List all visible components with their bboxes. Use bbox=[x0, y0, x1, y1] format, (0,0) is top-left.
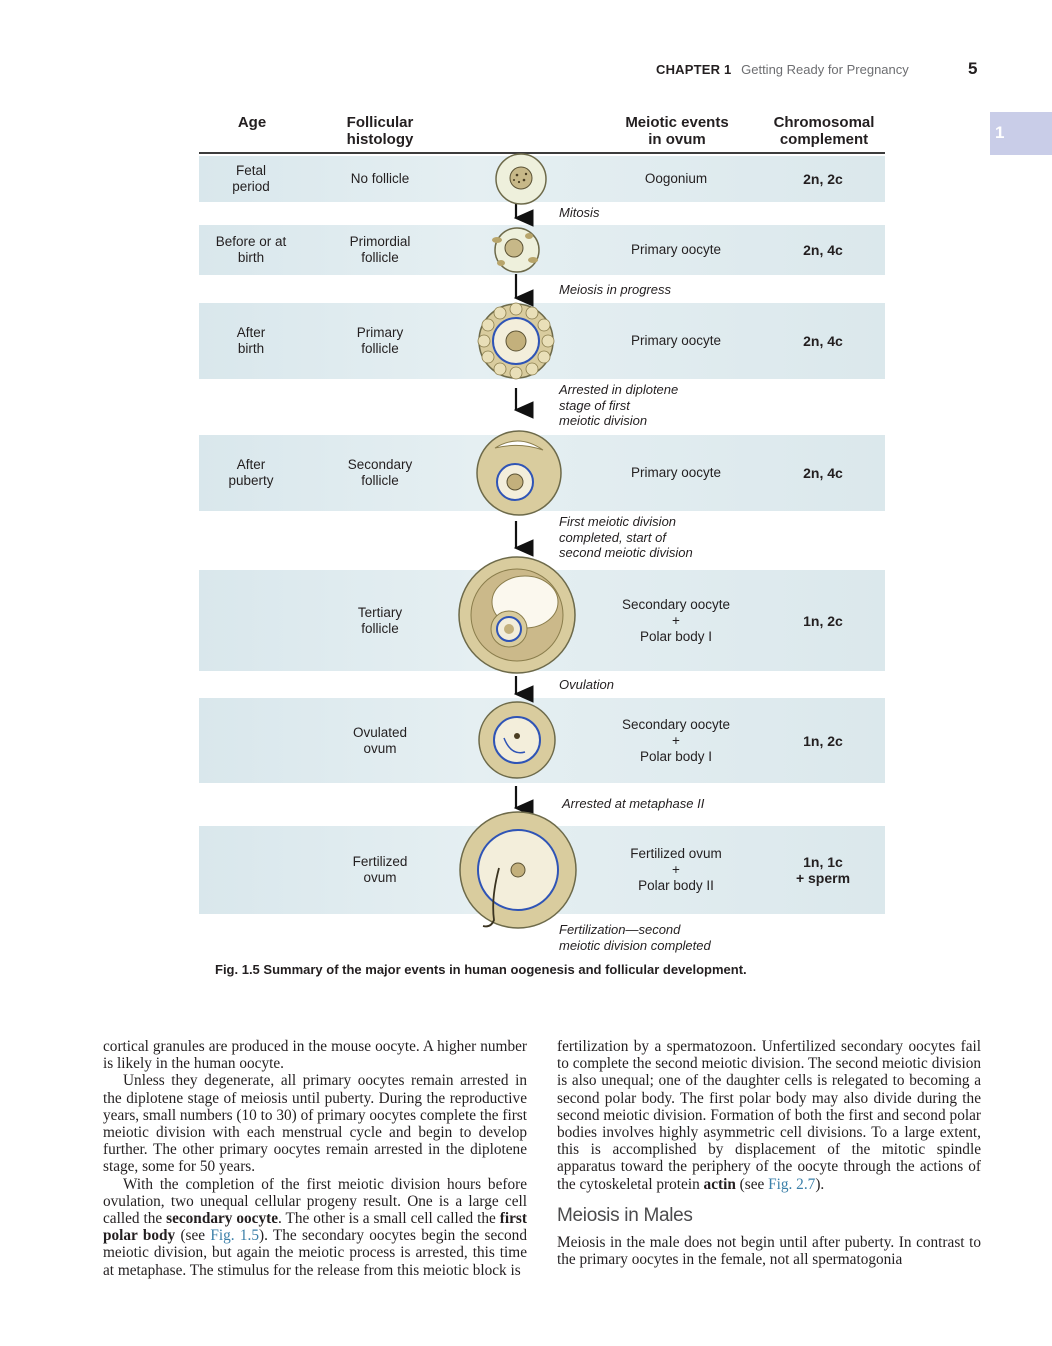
col-header-meiotic: Meiotic events in ovum bbox=[625, 114, 729, 148]
row-chromosomal: 1n, 2c bbox=[803, 732, 843, 749]
event-label: Arrested at metaphase II bbox=[562, 796, 705, 811]
running-header bbox=[656, 62, 909, 77]
row-histology: Ovulated ovum bbox=[352, 724, 408, 756]
event-label: Meiosis in progress bbox=[559, 282, 671, 297]
oogenesis-illustration bbox=[199, 108, 885, 978]
row-age: After birth bbox=[236, 325, 266, 356]
term-actin: actin bbox=[703, 1175, 736, 1193]
row-chromosomal: 1n, 1c + sperm bbox=[795, 854, 851, 886]
row-meiotic: Primary oocyte bbox=[630, 465, 722, 480]
row-histology: Primary follicle bbox=[356, 325, 404, 356]
row-histology: Tertiary follicle bbox=[357, 604, 403, 636]
row-histology: Secondary follicle bbox=[347, 457, 413, 488]
row-chromosomal: 1n, 2c bbox=[803, 612, 843, 629]
figure-oogenesis bbox=[199, 108, 885, 978]
row-chromosomal: 2n, 4c bbox=[803, 465, 843, 481]
fig-2-7-link[interactable]: Fig. 2.7 bbox=[768, 1175, 816, 1193]
paragraph: Meiosis in the male does not begin until after puberty. In contrast to the primary oocytes in the female, not all spermatogonia bbox=[557, 1234, 981, 1269]
event-label: Fertilization—second meiotic division completed bbox=[559, 922, 711, 953]
paragraph: With the completion of the first meiotic division hours before ovulation, two unequal cellular progeny result. One is a large cell called the secondary oocyte. The other is a small cell called the first polar body (see Fig. 1.5). The secondary oocytes begin the second meiotic division, but again the meiotic process is arrested, this time at metaphase. The stimulus for the release from this meiotic block is bbox=[103, 1175, 527, 1279]
tertiary-follicle-icon bbox=[459, 557, 575, 673]
row-age: After puberty bbox=[228, 457, 274, 488]
ovulated-ovum-icon bbox=[479, 702, 555, 778]
row-histology: Primordial follicle bbox=[349, 234, 411, 265]
paragraph: fertilization by a spermatozoon. Unfertilized secondary oocytes fail to complete the second meiotic division. The second meiotic division is also unequal; one of the daughter cells is relegated to becoming a second polar body. The first polar body may also divide during the second meiotic division. Formation of both the first and second polar bodies involves highly asymmetric cell divisions. To a large extent, this is accomplished by displacement of the mitotic spindle apparatus toward the periphery of the oocyte through the actions of the cytoskeletal protein actin (see Fig. 2.7). bbox=[557, 1038, 981, 1193]
section-heading: Meiosis in Males bbox=[557, 1204, 693, 1226]
row-meiotic: Oogonium bbox=[644, 171, 708, 186]
col-header-age: Age bbox=[237, 114, 267, 131]
row-histology: No follicle bbox=[350, 171, 410, 186]
primordial-follicle-icon bbox=[492, 228, 539, 272]
body-column-left bbox=[103, 1038, 527, 1279]
paragraph: cortical granules are produced in the mouse oocyte. A higher number is likely in the human oocyte. bbox=[103, 1038, 527, 1073]
event-label: Arrested in diplotene stage of first meiotic division bbox=[559, 382, 679, 428]
col-header-chromosomal: Chromosomal complement bbox=[773, 114, 875, 148]
body-column-right bbox=[557, 1038, 981, 1268]
col-header-histology: Follicular histology bbox=[346, 114, 414, 148]
row-meiotic: Secondary oocyte + Polar body I bbox=[621, 596, 731, 644]
row-age: Fetal period bbox=[232, 163, 270, 194]
event-label: Mitosis bbox=[559, 205, 600, 220]
paragraph: Unless they degenerate, all primary oocytes remain arrested in the diplotene stage of meiosis until puberty. During the reproductive years, small numbers (10 to 30) of primary oocytes complete the first meiotic division with each menstrual cycle and begin to develop further. The other primary oocytes remain arrested in the diplotene stage, some for 50 years. bbox=[103, 1072, 527, 1176]
oogonium-icon bbox=[496, 154, 546, 204]
chapter-tab-label: 1 bbox=[995, 123, 1005, 142]
row-age: Before or at birth bbox=[215, 234, 287, 265]
row-chromosomal: 2n, 4c bbox=[803, 242, 843, 258]
chapter-title: Getting Ready for Pregnancy bbox=[741, 62, 909, 77]
row-chromosomal: 2n, 2c bbox=[803, 171, 843, 187]
fertilized-ovum-icon bbox=[460, 812, 576, 928]
term-secondary-oocyte: secondary oocyte bbox=[166, 1210, 278, 1228]
figure-caption: Fig. 1.5 Summary of the major events in human oogenesis and follicular development. bbox=[215, 962, 747, 977]
page-number: 5 bbox=[968, 59, 978, 78]
event-label: First meiotic division completed, start of second meiotic division bbox=[559, 514, 693, 560]
row-meiotic: Primary oocyte bbox=[630, 333, 722, 348]
row-meiotic: Primary oocyte bbox=[630, 242, 722, 257]
chapter-label: CHAPTER 1 bbox=[656, 62, 732, 77]
fig-1-5-link[interactable]: Fig. 1.5 bbox=[210, 1227, 259, 1245]
chapter-tab bbox=[990, 112, 1052, 155]
term-first-polar-body: first polar body bbox=[103, 1210, 527, 1245]
row-meiotic: Secondary oocyte + Polar body I bbox=[621, 716, 731, 764]
row-chromosomal: 2n, 4c bbox=[803, 333, 843, 349]
event-label: Ovulation bbox=[559, 677, 614, 692]
row-histology: Fertilized ovum bbox=[352, 854, 408, 885]
primary-follicle-icon bbox=[478, 303, 554, 379]
row-meiotic: Fertilized ovum + Polar body II bbox=[630, 846, 722, 893]
secondary-follicle-icon bbox=[477, 431, 561, 515]
